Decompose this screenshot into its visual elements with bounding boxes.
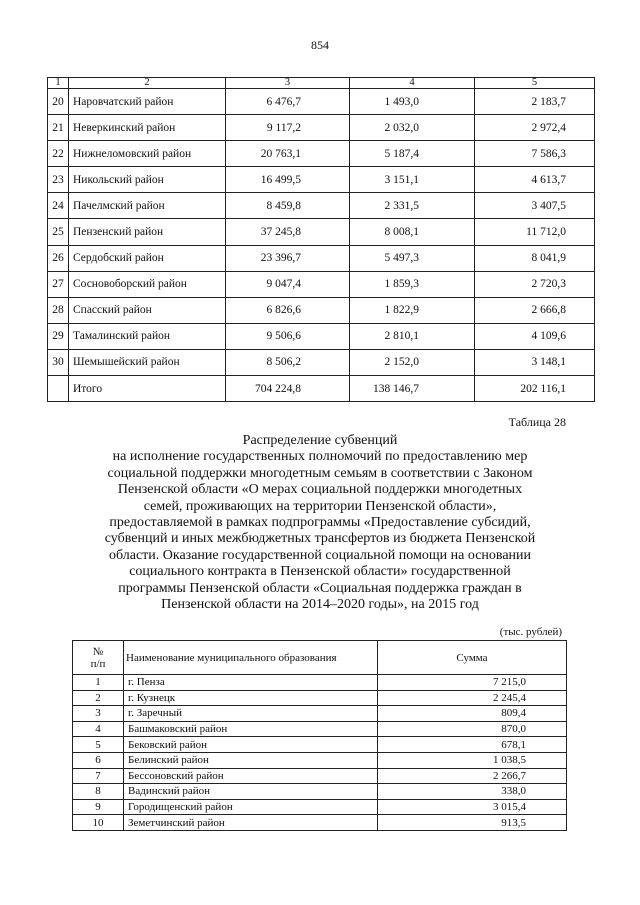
header-number [73,641,124,675]
title-line: на исполнение государственных полномочий по предоставлению мер [112,449,528,465]
table-row [48,89,595,115]
table-1-body [48,78,595,402]
value-cell: 8 041,9 [475,245,595,271]
value-cell: 9 047,4 [226,271,350,297]
sum-cell: 1 038,5 [378,752,567,768]
table-row [48,297,595,323]
title-line: субвенций и иных межбюджетных трансфертов из бюджета Пензенской [104,531,536,547]
district-name: Итого [69,376,226,402]
table-row [48,219,595,245]
district-name: Пензенский район [69,219,226,245]
value-cell: 6 476,7 [226,89,350,115]
row-number: 26 [48,245,69,271]
municipality-name: Башмаковский район [124,721,378,737]
sum-cell: 870,0 [378,721,567,737]
row-number: 25 [48,219,69,245]
table-header-row [48,78,595,89]
value-cell: 2 666,8 [475,297,595,323]
value-cell: 202 116,1 [475,376,595,402]
value-cell: 4 613,7 [475,167,595,193]
row-number: 4 [73,721,124,737]
title-line: социального контракта в Пензенской области» государственной [129,564,511,580]
district-name: Наровчатский район [69,89,226,115]
district-name: Неверкинский район [69,115,226,141]
municipality-name: Городищенский район [124,799,378,815]
value-cell: 1 859,3 [350,271,475,297]
value-cell: 8 008,1 [350,219,475,245]
row-number: 27 [48,271,69,297]
row-number: 3 [73,706,124,722]
table-label: Таблица 28 [508,415,566,429]
row-number: 28 [48,297,69,323]
district-name: Тамалинский район [69,323,226,349]
table-subventions-distribution [72,640,567,831]
district-name: Спасский район [69,297,226,323]
value-cell: 4 109,6 [475,323,595,349]
table-row [73,737,567,753]
table-subsidies-continued [47,77,595,402]
value-cell: 16 499,5 [226,167,350,193]
municipality-name: Земетчинский район [124,815,378,831]
header-sum: Сумма [378,641,567,675]
column-number-header: 4 [350,78,475,89]
table-2-body [73,641,567,831]
units-note: (тыс. рублей) [499,626,562,638]
district-name: Никольский район [69,167,226,193]
municipality-name: Бессоновский район [124,768,378,784]
value-cell: 11 712,0 [475,219,595,245]
title-line: социальной поддержки многодетным семьям в соответствии с Законом [107,465,533,481]
table-row [48,271,595,297]
value-cell: 6 826,6 [226,297,350,323]
municipality-name: г. Пенза [124,675,378,691]
value-cell: 1 493,0 [350,89,475,115]
row-number [48,376,69,402]
row-number: 29 [48,323,69,349]
header-name: Наименование муниципального образования [124,641,378,675]
value-cell: 2 972,4 [475,115,595,141]
column-number-header: 2 [69,78,226,89]
value-cell: 5 187,4 [350,141,475,167]
sum-cell: 7 215,0 [378,675,567,691]
row-number: 2 [73,690,124,706]
total-row [48,376,595,402]
table-row [48,167,595,193]
sum-cell: 809,4 [378,706,567,722]
row-number: 20 [48,89,69,115]
district-name: Сердобский район [69,245,226,271]
row-number: 5 [73,737,124,753]
district-name: Пачелмский район [69,193,226,219]
table-row [48,323,595,349]
value-cell: 9 506,6 [226,323,350,349]
value-cell: 2 331,5 [350,193,475,219]
value-cell: 3 151,1 [350,167,475,193]
table-row [73,752,567,768]
row-number: 7 [73,768,124,784]
table-row [73,706,567,722]
row-number: 24 [48,193,69,219]
row-number: 30 [48,349,69,375]
table-row [73,721,567,737]
value-cell: 23 396,7 [226,245,350,271]
table-row [48,141,595,167]
district-name: Сосновоборский район [69,271,226,297]
table-row [48,349,595,375]
table-row [48,115,595,141]
value-cell: 3 148,1 [475,349,595,375]
table-row [73,815,567,831]
sum-cell: 338,0 [378,784,567,800]
header-number-line: п/п [90,657,106,670]
title-line: области. Оказание государственной социальной помощи на основании [108,547,532,563]
value-cell: 8 459,8 [226,193,350,219]
title-line: Пензенской области на 2014–2020 годы», на 2015 год [161,597,479,613]
value-cell: 2 720,3 [475,271,595,297]
page-number: 854 [311,38,329,52]
table-header-row [73,641,567,675]
value-cell: 704 224,8 [226,376,350,402]
row-number: 1 [73,675,124,691]
municipality-name: г. Кузнецк [124,690,378,706]
sum-cell: 2 266,7 [378,768,567,784]
row-number: 10 [73,815,124,831]
sum-cell: 2 245,4 [378,690,567,706]
table-row [48,245,595,271]
district-name: Шемышейский район [69,349,226,375]
value-cell: 37 245,8 [226,219,350,245]
value-cell: 8 506,2 [226,349,350,375]
value-cell: 7 586,3 [475,141,595,167]
table-row [73,768,567,784]
value-cell: 2 183,7 [475,89,595,115]
table-row [73,784,567,800]
row-number: 8 [73,784,124,800]
value-cell: 3 407,5 [475,193,595,219]
row-number: 6 [73,752,124,768]
municipality-name: г. Заречный [124,706,378,722]
column-number-header: 3 [226,78,350,89]
row-number: 9 [73,799,124,815]
value-cell: 5 497,3 [350,245,475,271]
column-number-header: 1 [48,78,69,89]
sum-cell: 913,5 [378,815,567,831]
value-cell: 138 146,7 [350,376,475,402]
district-name: Нижнеломовский район [69,141,226,167]
municipality-name: Вадинский район [124,784,378,800]
sum-cell: 3 015,4 [378,799,567,815]
value-cell: 2 810,1 [350,323,475,349]
title-line: семей, проживающих на территории Пензенской области», [143,498,497,514]
municipality-name: Белинский район [124,752,378,768]
table-row [48,193,595,219]
table-title [70,433,570,613]
table-row [73,799,567,815]
value-cell: 2 032,0 [350,115,475,141]
column-number-header: 5 [475,78,595,89]
value-cell: 9 117,2 [226,115,350,141]
value-cell: 2 152,0 [350,349,475,375]
value-cell: 1 822,9 [350,297,475,323]
row-number: 21 [48,115,69,141]
header-number-line: № [92,645,104,658]
table-row [73,690,567,706]
title-line: программы Пензенской области «Социальная поддержка граждан в [118,580,522,596]
row-number: 23 [48,167,69,193]
title-line: Распределение субвенций [242,433,398,448]
municipality-name: Бековский район [124,737,378,753]
table-row [73,675,567,691]
title-line: предоставляемой в рамках подпрограммы «Предоставление субсидий, [109,515,531,531]
value-cell: 20 763,1 [226,141,350,167]
title-line: Пензенской области «О мерах социальной поддержки многодетных [117,482,523,498]
sum-cell: 678,1 [378,737,567,753]
row-number: 22 [48,141,69,167]
